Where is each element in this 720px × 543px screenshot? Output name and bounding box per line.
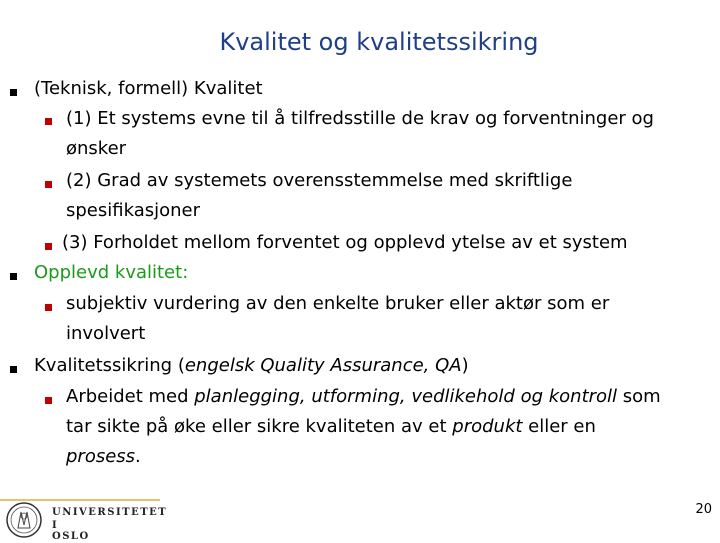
bullet-text: Opplevd kvalitet: [34, 262, 189, 283]
page-title: Kvalitet og kvalitetssikring [219, 28, 539, 56]
sub-bullet-text [66, 386, 661, 408]
text-run-italic: planlegging, utforming, vedlikehold og kontroll [194, 386, 618, 407]
text-run-italic: prosess [66, 446, 136, 467]
sub-bullet-text [66, 416, 596, 438]
bullet-text: (Teknisk, formell) Kvalitet [34, 78, 263, 99]
text-run: Kvalitetssikring ( [34, 355, 185, 376]
sub-bullet-text: (1) Et systems evne til å tilfredsstille de krav og forventninger og [66, 108, 654, 129]
sub-bullet-text [66, 446, 141, 468]
text-run: som [617, 386, 661, 407]
sub-bullet-marker [45, 118, 52, 125]
text-run: ) [461, 355, 469, 376]
page-number: 20 [695, 502, 712, 517]
bullet-text [34, 355, 469, 377]
text-run-italic: engelsk Quality Assurance, QA [184, 355, 462, 376]
sub-bullet-text: subjektiv vurdering av den enkelte bruker eller aktør som er [66, 293, 610, 314]
sub-bullet-text: (2) Grad av systemets overensstemmelse med skriftlige [66, 170, 573, 191]
sub-bullet-marker [45, 243, 52, 250]
text-run: Arbeidet med [66, 386, 195, 407]
sub-bullet-text: spesifikasjoner [66, 200, 201, 221]
text-run: eller en [522, 416, 596, 437]
text-run: tar sikte på øke eller sikre kvaliteten av et [66, 416, 453, 437]
sub-bullet-text: (3) Forholdet mellom forventet og opplevd ytelse av et system [62, 232, 628, 253]
bullet-marker [10, 366, 17, 373]
sub-bullet-text: involvert [66, 323, 146, 344]
logo-line-1: UNIVERSITETET [52, 507, 168, 518]
sub-bullet-marker [45, 397, 52, 404]
text-run: . [135, 446, 141, 467]
sub-bullet-marker [45, 181, 52, 188]
university-seal-icon [4, 501, 44, 539]
sub-bullet-marker [45, 304, 52, 311]
sub-bullet-text: ønsker [66, 138, 127, 159]
bullet-marker [10, 89, 17, 96]
text-run-italic: produkt [452, 416, 523, 437]
university-logo [4, 501, 168, 543]
logo-line-2: I OSLO [52, 520, 90, 542]
bullet-marker [10, 273, 17, 280]
